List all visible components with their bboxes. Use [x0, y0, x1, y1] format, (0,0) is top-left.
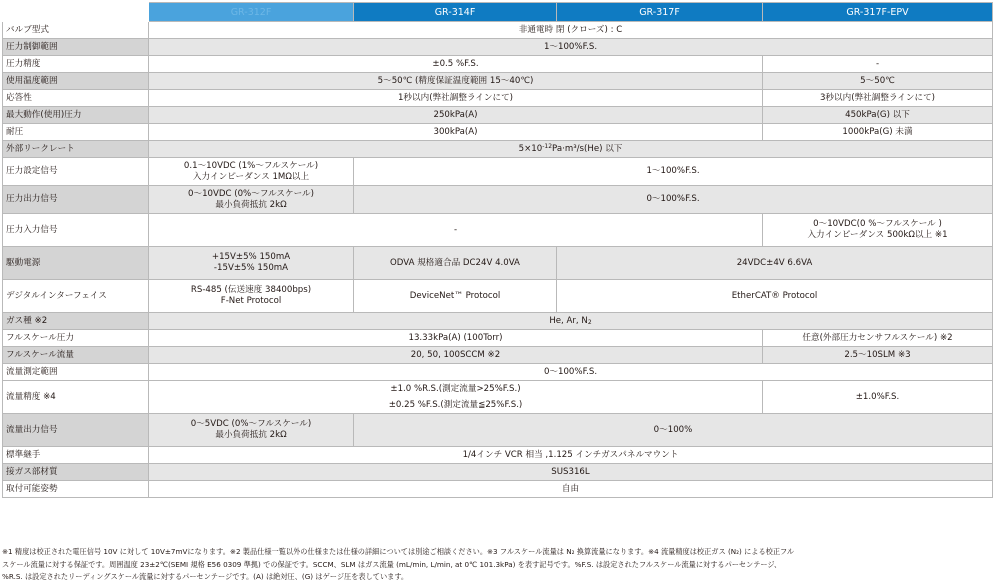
cell-value: SUS316L [149, 464, 993, 481]
row-label: 使用温度範囲 [3, 73, 149, 90]
cell-value: He, Ar, $N_2$ [149, 313, 993, 330]
table-row [3, 107, 993, 124]
row-label: 圧力設定信号 [3, 158, 149, 186]
cell-value: 1秒以内(弊社調整ラインにて) [149, 90, 763, 107]
row-label: 取付可能姿勢 [3, 481, 149, 498]
header-gr-317f: GR-317F [557, 3, 763, 22]
row-label: 最大動作(使用)圧力 [3, 107, 149, 124]
row-label: 応答性 [3, 90, 149, 107]
footnotes [2, 546, 992, 584]
table-row [3, 22, 993, 39]
row-label: 接ガス部材質 [3, 464, 149, 481]
cell-value: 0～5VDC (0%～フルスケール) 最小負荷抵抗 2kΩ [149, 414, 354, 447]
header-blank [3, 3, 149, 22]
table-row [3, 280, 993, 313]
cell-value: 24VDC±4V 6.6VA [557, 247, 993, 280]
row-label: 圧力制御範囲 [3, 39, 149, 56]
cell-value: 0～100% [354, 414, 993, 447]
row-label: 流量精度 ※4 [3, 381, 149, 414]
spec-table [2, 2, 993, 498]
table-row [3, 56, 993, 73]
cell-value: +15V±5% 150mA -15V±5% 150mA [149, 247, 354, 280]
row-label: フルスケール流量 [3, 347, 149, 364]
table-row [3, 158, 993, 186]
footnote-line: %R.S. は設定されたリーディングスケール流量に対するパーセンテージです。(A) は絶対圧、(G) はゲージ圧を表しています。 [2, 572, 409, 581]
row-label: 流量出力信号 [3, 414, 149, 447]
table-row [3, 364, 993, 381]
row-label: 圧力出力信号 [3, 186, 149, 214]
cell-value: 2.5～10SLM ※3 [763, 347, 993, 364]
cell-value: 1～100%F.S. [354, 158, 993, 186]
table-row [3, 414, 993, 447]
table-row [3, 141, 993, 158]
row-label: 外部リークレート [3, 141, 149, 158]
table-row [3, 347, 993, 364]
row-label: 駆動電源 [3, 247, 149, 280]
table-row [3, 39, 993, 56]
cell-value: 0.1～10VDC (1%～フルスケール) 入力インピーダンス 1MΩ以上 [149, 158, 354, 186]
table-row [3, 381, 993, 414]
cell-value: 任意(外部圧力センサフルスケール) ※2 [763, 330, 993, 347]
cell-value: 0～10VDC(0 %～フルスケール ) 入力インピーダンス 500kΩ以上 ※1 [763, 214, 993, 247]
cell-value: - [763, 56, 993, 73]
cell-value: RS-485 (伝送速度 38400bps) F-Net Protocol [149, 280, 354, 313]
table-row [3, 186, 993, 214]
cell-value: 5～50℃ [763, 73, 993, 90]
table-row [3, 313, 993, 330]
cell-value: 1/4インチ VCR 相当 ,1.125 インチガスパネルマウント [149, 447, 993, 464]
cell-value: 1～100%F.S. [149, 39, 993, 56]
row-label: 標準継手 [3, 447, 149, 464]
table-row [3, 90, 993, 107]
row-label: デジタルインターフェイス [3, 280, 149, 313]
cell-value: 300kPa(A) [149, 124, 763, 141]
header-gr-314f: GR-314F [354, 3, 557, 22]
cell-value: - [149, 214, 763, 247]
table-row [3, 447, 993, 464]
header-gr-312f: GR-312F [149, 3, 354, 22]
table-row [3, 481, 993, 498]
cell-value: 250kPa(A) [149, 107, 763, 124]
row-label: バルブ型式 [3, 22, 149, 39]
cell-value: 20, 50, 100SCCM ※2 [149, 347, 763, 364]
table-row [3, 124, 993, 141]
cell-value: $5\times 10^{-12}Pa\cdot m^3/s(He)$ 以下 [149, 141, 993, 158]
header-row [3, 3, 993, 22]
cell-value: 13.33kPa(A) (100Torr) [149, 330, 763, 347]
cell-value: ±1.0 %R.S.(測定流量>25%F.S.) ±0.25 %F.S.(測定流量≦25%F.S.) [149, 381, 763, 414]
row-label: 流量測定範囲 [3, 364, 149, 381]
row-label: 圧力入力信号 [3, 214, 149, 247]
cell-value: EtherCAT® Protocol [557, 280, 993, 313]
table-row [3, 247, 993, 280]
table-row [3, 464, 993, 481]
cell-value: ±1.0%F.S. [763, 381, 993, 414]
cell-value: 5～50℃ (精度保証温度範囲 15～40℃) [149, 73, 763, 90]
row-label: ガス種 ※2 [3, 313, 149, 330]
row-label: 耐圧 [3, 124, 149, 141]
cell-value: 非通電時 閉 (クローズ) : C [149, 22, 993, 39]
table-row [3, 330, 993, 347]
footnote-line: スケール流量に対する保証です。周囲温度 23±2℃(SEMI 規格 E56 0309 準拠) での保証です。SCCM、SLM はガス流量 (mL/min, L/min, at 0℃ 101.3kPa) を表す記号です。%F.S. は設定されたフルスケール流量に対するパーセンテージ、 [2, 559, 782, 569]
cell-value: 3秒以内(弊社調整ラインにて) [763, 90, 993, 107]
cell-value: 0～100%F.S. [149, 364, 993, 381]
cell-value: DeviceNet™ Protocol [354, 280, 557, 313]
header-gr-317f-epv: GR-317F-EPV [763, 3, 993, 22]
footnote-line: ※1 精度は校正された電圧信号 10V に対して 10V±7mVになります。※2 製品仕様一覧以外の仕様または仕様の詳細については別途ご相談ください。※3 フルスケール流量は N₂ 換算流量になります。※4 流量精度は校正ガス (N₂) による校正フル [2, 547, 795, 556]
row-label: フルスケール圧力 [3, 330, 149, 347]
cell-value: ±0.5 %F.S. [149, 56, 763, 73]
table-row [3, 214, 993, 247]
row-label: 圧力精度 [3, 56, 149, 73]
cell-value: ODVA 規格適合品 DC24V 4.0VA [354, 247, 557, 280]
cell-value: 0～10VDC (0%～フルスケール) 最小負荷抵抗 2kΩ [149, 186, 354, 214]
cell-value: 1000kPa(G) 未満 [763, 124, 993, 141]
cell-value: 450kPa(G) 以下 [763, 107, 993, 124]
cell-value: 自由 [149, 481, 993, 498]
cell-value: 0～100%F.S. [354, 186, 993, 214]
table-row [3, 73, 993, 90]
